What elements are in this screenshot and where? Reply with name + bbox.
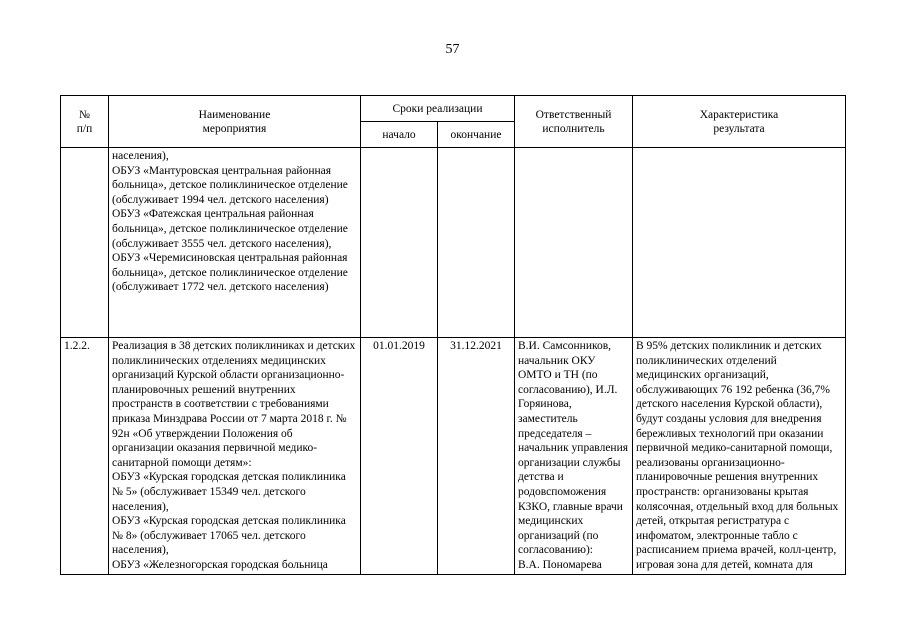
row-end (438, 148, 515, 338)
activities-table (60, 95, 846, 575)
header-responsible: Ответственный исполнитель (515, 96, 633, 148)
header-result: Характеристика результата (633, 96, 846, 148)
header-name: Наименование мероприятия (109, 96, 361, 148)
table-row (61, 148, 846, 338)
header-end: окончание (438, 122, 515, 148)
row-start (361, 148, 438, 338)
row-num (61, 148, 109, 338)
row-end: 31.12.2021 (438, 338, 515, 575)
table-row (61, 338, 846, 575)
header-start: начало (361, 122, 438, 148)
row-responsible: В.И. Самсонников, начальник ОКУ ОМТО и ТН (по согласованию), И.Л. Горяинова, заместитель председателя – начальник управления организации службы детства и родовспоможения КЗКО, главные врачи медицинских организаций (по согласованию): В.А. Пономарева (515, 338, 633, 575)
row-result (633, 148, 846, 338)
row-responsible (515, 148, 633, 338)
header-num: № п/п (61, 96, 109, 148)
row-name: Реализация в 38 детских поликлиниках и детских поликлинических отделениях медицинских организаций Курской области организационно-планировочных решений внутренних пространств в соответствии с требованиями приказа Минздрава России от 7 марта 2018 г. № 92н «Об утверждении Положения об организации оказания первичной медико-санитарной помощи детям»: ОБУЗ «Курская городская детская поликлиника № 5» (обслуживает 15349 чел. детского населения), ОБУЗ «Курская городская детская поликлиника № 8» (обслуживает 17065 чел. детского населения), ОБУЗ «Железногорская городская больница (109, 338, 361, 575)
page-number: 57 (445, 42, 460, 57)
header-deadlines: Сроки реализации (361, 96, 515, 122)
row-start: 01.01.2019 (361, 338, 438, 575)
row-name: населения), ОБУЗ «Мантуровская центральная районная больница», детское поликлиническое отделение (обслуживает 1994 чел. детского населения) ОБУЗ «Фатежская центральная районная больница», детское поликлиническое отделение (обслуживает 3555 чел. детского населения), ОБУЗ «Черемисиновская центральная районная больница», детское поликлиническое отделение (обслуживает 1772 чел. детского населения) (109, 148, 361, 338)
table-header-row (61, 96, 846, 122)
row-result: В 95% детских поликлиник и детских поликлинических отделений медицинских организаций, обслуживающих 76 192 ребенка (36,7% детского населения Курской области), будут созданы условия для внедрения бережливых технологий при оказании первичной медико-санитарной помощи, реализованы организационно-планировочные решения внутренних пространств: организованы крытая колясочная, отдельный вход для больных детей, открытая регистратура с инфоматом, электронные табло с расписанием приема врачей, колл-центр, игровая зона для детей, комната для (633, 338, 846, 575)
row-num: 1.2.2. (61, 338, 109, 575)
